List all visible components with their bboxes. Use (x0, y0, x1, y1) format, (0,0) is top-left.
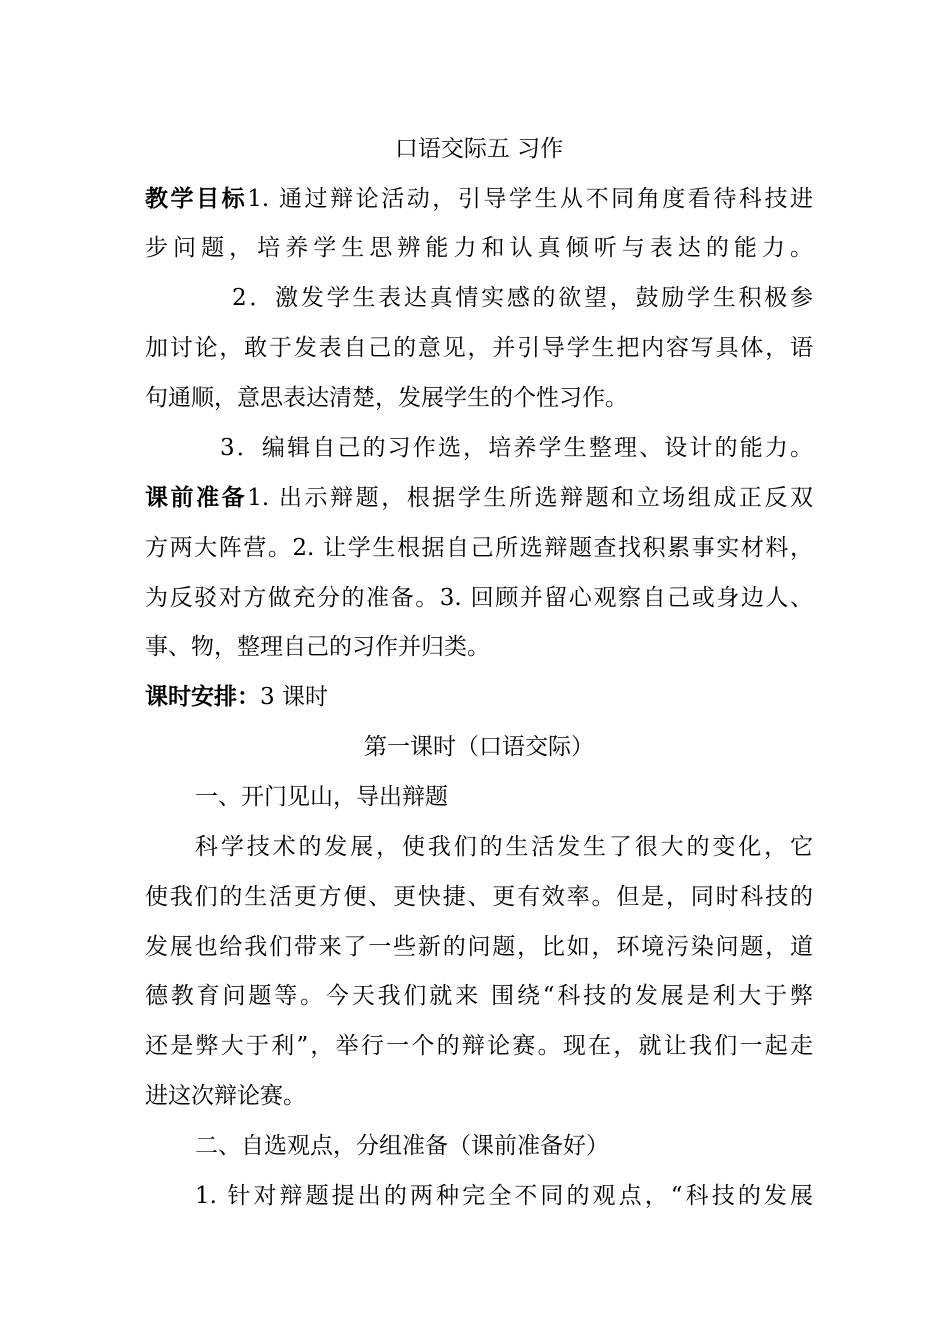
prep-line-1 (145, 483, 813, 513)
section2-line-1: 1. 针对辩题提出的两种完全不同的观点，“科技的发展 (195, 1183, 813, 1209)
objectives-text-1: 1. 通过辩论活动，引导学生从不同角度看待科技进 (247, 186, 813, 212)
objectives-label: 教学目标 (145, 186, 248, 212)
document-title: 口语交际五 习作 (394, 136, 564, 162)
prep-line-3: 为反驳对方做充分的准备。3. 回顾并留心观察自己或身边人、 (145, 585, 813, 611)
schedule-line (145, 682, 813, 712)
section1-line-1: 科学技术的发展，使我们的生活发生了很大的变化，它 (195, 834, 813, 860)
prep-label: 课前准备 (145, 485, 248, 511)
prep-line-4: 事、物，整理自己的习作并归类。 (145, 634, 490, 660)
section1-line-5: 还是弊大于利”，举行一个的辩论赛。现在，就让我们一起走 (145, 1033, 813, 1059)
section1-line-6: 进这次辩论赛。 (145, 1083, 306, 1109)
lesson1-title: 第一课时（口语交际） (364, 734, 594, 760)
objectives-line-1 (145, 184, 813, 214)
schedule-label: 课时安排： (145, 684, 260, 710)
prep-line-2: 方两大阵营。2. 让学生根据自己所选辩题查找积累事实材料， (145, 535, 813, 561)
schedule-value: 3 课时 (260, 684, 328, 710)
objectives-line-6: 3．编辑自己的习作选，培养学生整理、设计的能力。 (220, 435, 813, 461)
section1-heading: 一、开门见山，导出辩题 (195, 784, 448, 810)
section1-line-3: 发展也给我们带来了一些新的问题，比如，环境污染问题，道 (145, 934, 813, 960)
section1-line-4: 德教育问题等。今天我们就来 围绕“科技的发展是利大于弊 (145, 983, 813, 1009)
prep-text-1: 1. 出示辩题，根据学生所选辩题和立场组成正反双 (247, 485, 813, 511)
section2-heading: 二、自选观点，分组准备（课前准备好） (195, 1133, 609, 1159)
section1-line-2: 使我们的生活更方便、更快捷、更有效率。但是，同时科技的 (145, 884, 813, 910)
objectives-line-5: 句通顺，意思表达清楚，发展学生的个性习作。 (145, 385, 628, 411)
objectives-line-3: 2．激发学生表达真情实感的欲望，鼓励学生积极参 (232, 285, 813, 311)
objectives-line-2: 步问题，培养学生思辨能力和认真倾听与表达的能力。 (145, 235, 813, 261)
objectives-line-4: 加讨论，敢于发表自己的意见，并引导学生把内容写具体，语 (145, 335, 813, 361)
